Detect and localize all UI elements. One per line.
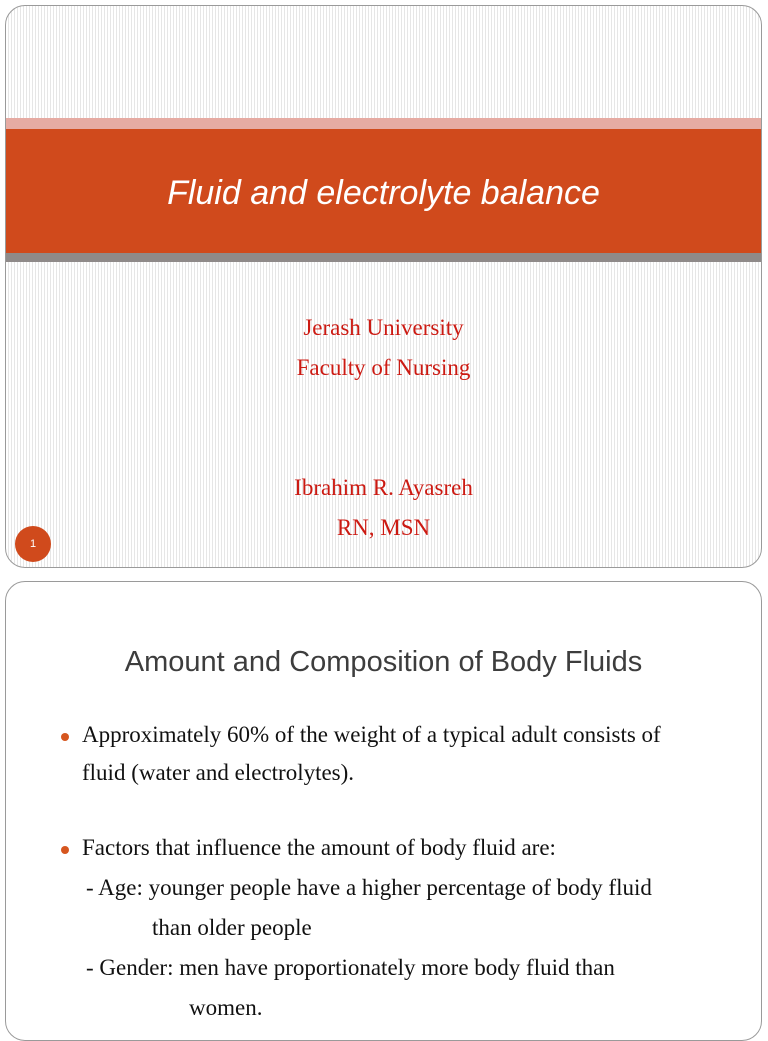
slide-title: Fluid and electrolyte balance [167,174,600,212]
author-credentials: RN, MSN [336,515,431,540]
title-band-bottom-stripe [6,253,761,262]
content-slide [5,581,762,1041]
bullet-text: Factors that influence the amount of body fluid are: [82,835,556,860]
bullet-text: Approximately 60% of the weight of a typical adult consists of [82,722,661,747]
title-slide [5,5,762,568]
bullet-dot-icon [61,846,69,854]
slide-number-badge [15,526,51,562]
institution-name: Jerash University [303,315,464,340]
title-band-top-stripe [6,118,761,129]
bullet-text-continued: fluid (water and electrolytes). [82,760,355,785]
sub-point-text: - Age: younger people have a higher percentage of body fluid [86,875,652,900]
faculty-name: Faculty of Nursing [296,355,471,380]
slide-number: 1 [29,538,37,550]
author-name: Ibrahim R. Ayasreh [294,475,473,500]
sub-point-text-continued: than older people [152,915,312,940]
sub-point-text: - Gender: men have proportionately more body fluid than [86,955,615,980]
slide-title: Amount and Composition of Body Fluids [124,646,643,678]
sub-point-text-continued: women. [189,995,263,1020]
bullet-dot-icon [61,733,69,741]
